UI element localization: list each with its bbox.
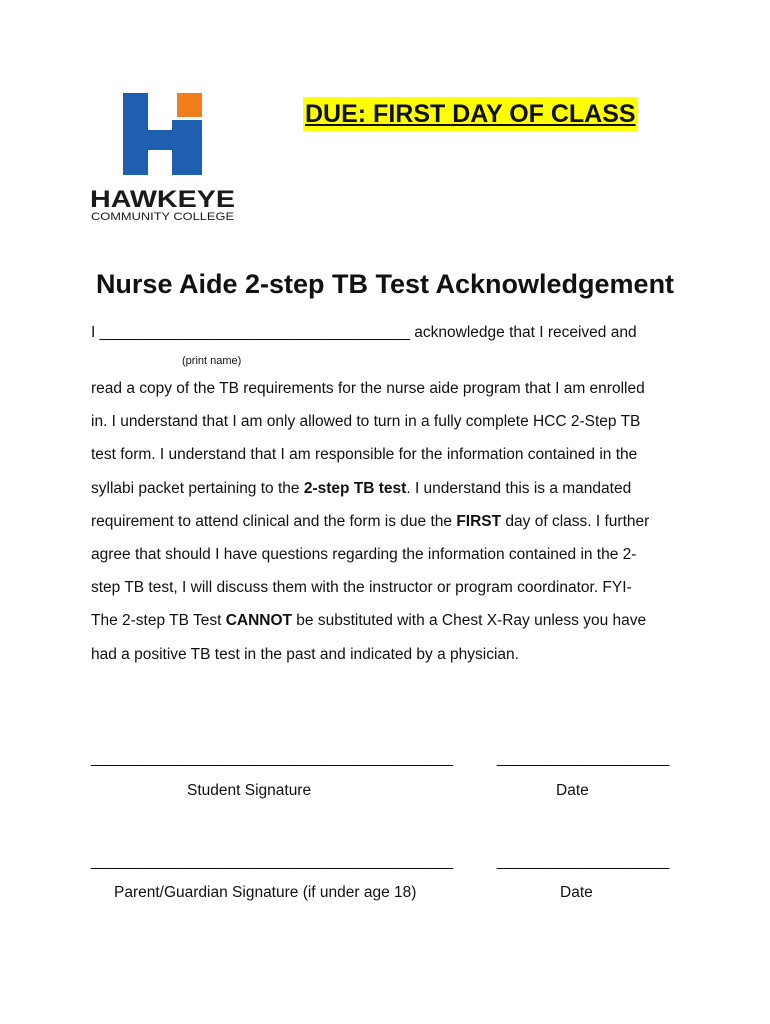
page-title: Nurse Aide 2-step TB Test Acknowledgement: [95, 269, 675, 299]
paragraph-text: day of class. I further: [501, 512, 650, 530]
paragraph-line: [91, 645, 691, 678]
paragraph-line: [91, 578, 691, 611]
emphasized-text: FIRST: [456, 512, 502, 530]
hawkeye-logo: [90, 90, 240, 225]
paragraph-text: be substituted with a Chest X-Ray unless you have: [292, 612, 647, 630]
emphasized-text: CANNOT: [225, 612, 292, 630]
student-date-line[interactable]: ____________________: [497, 750, 670, 767]
due-notice: DUE: FIRST DAY OF CLASS: [303, 97, 638, 131]
svg-text:HAWKEYE: HAWKEYE: [90, 186, 235, 213]
paragraph-text: had a positive TB test in the past and indicated by a physician.: [91, 645, 519, 663]
parent-signature-label: Parent/Guardian Signature (if under age 18): [114, 884, 417, 901]
paragraph-text: . I understand this is a mandated: [406, 479, 632, 497]
parent-date-label: Date: [560, 884, 593, 901]
paragraph-text: requirement to attend clinical and the form is due the: [91, 512, 457, 530]
parent-date-line[interactable]: ____________________: [497, 853, 670, 870]
print-name-blank[interactable]: ____________________________________: [99, 324, 410, 341]
student-signature-label: Student Signature: [187, 782, 312, 799]
hawkeye-logo-mark: [90, 90, 240, 225]
svg-text:COMMUNITY COLLEGE: COMMUNITY COLLEGE: [91, 211, 234, 223]
paragraph-text: step TB test, I will discuss them with the instructor or program coordinator. FYI-: [91, 579, 632, 597]
paragraph-text: test form. I understand that I am responsible for the information contained in the: [91, 446, 638, 464]
print-name-hint: (print name): [182, 355, 242, 367]
acknowledgement-paragraph: [91, 379, 691, 678]
parent-signature-line[interactable]: __________________________________________: [91, 853, 454, 870]
paragraph-text: agree that should I have questions regarding the information contained in the 2-: [91, 545, 637, 563]
paragraph-line: [91, 379, 691, 412]
paragraph-line: [91, 545, 691, 578]
paragraph-line: [91, 412, 691, 445]
paragraph-text: The 2-step TB Test: [91, 612, 226, 630]
paragraph-line: [91, 445, 691, 478]
paragraph-text: in. I understand that I am only allowed to turn in a fully complete HCC 2-Step TB: [91, 413, 641, 431]
student-signature-line[interactable]: __________________________________________: [91, 750, 454, 767]
student-date-label: Date: [556, 782, 589, 799]
name-line-suffix: acknowledge that I received and: [414, 324, 637, 341]
paragraph-text: syllabi packet pertaining to the: [91, 479, 304, 497]
paragraph-line: [91, 611, 691, 644]
paragraph-line: [91, 479, 691, 512]
name-line: [91, 323, 637, 343]
paragraph-line: [91, 512, 691, 545]
name-line-prefix: I: [91, 324, 96, 341]
emphasized-text: 2-step TB test: [303, 479, 407, 497]
paragraph-text: read a copy of the TB requirements for the nurse aide program that I am enrolled: [91, 380, 645, 397]
